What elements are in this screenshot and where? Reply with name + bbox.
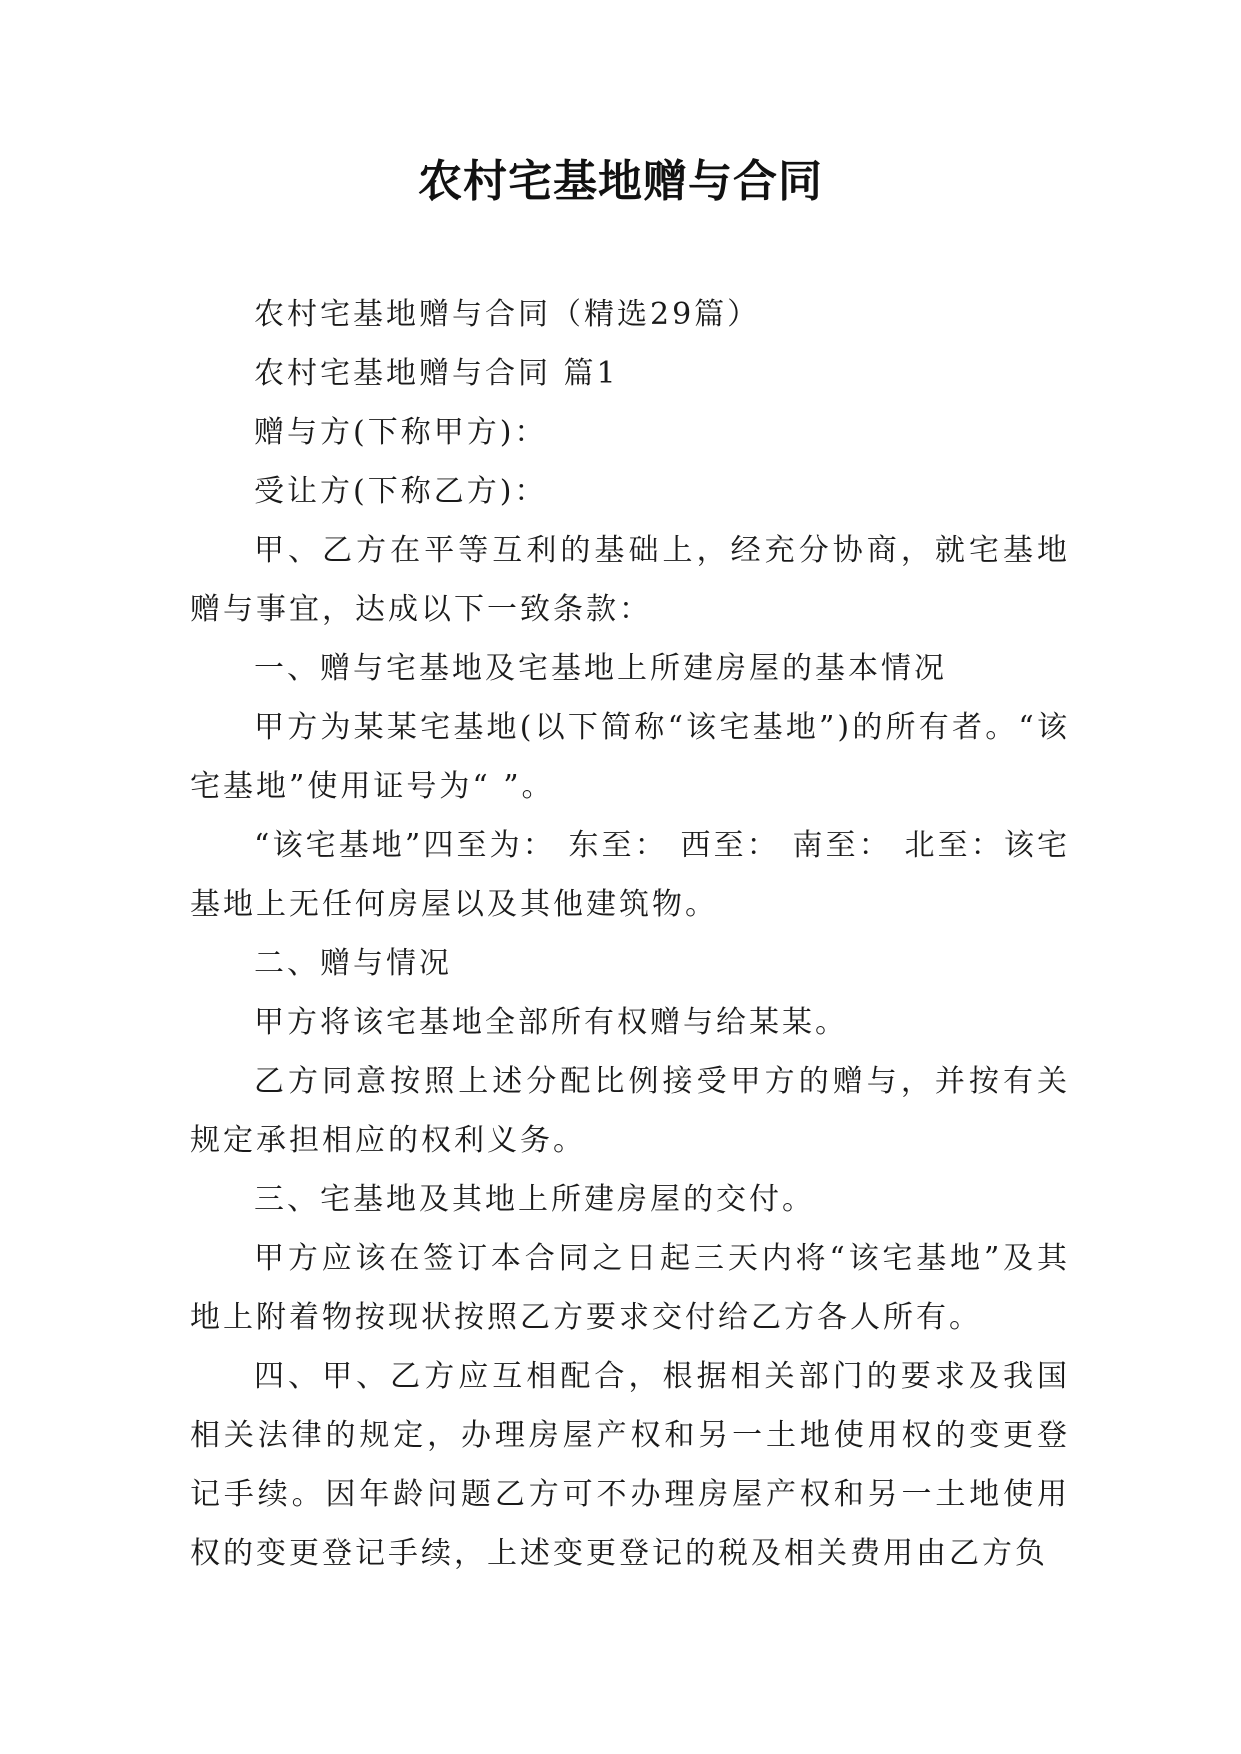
document-body [190,285,1070,1583]
paragraph-clause-2-heading: 二、赠与情况 [254,946,452,981]
paragraph-clause-2-gift: 甲方将该宅基地全部所有权赠与给某某。 [254,1005,848,1040]
paragraph-subtitle: 农村宅基地赠与合同（精选29篇） [254,297,761,332]
paragraph-recipient: 受让方(下称乙方)： [254,474,548,509]
paragraph-clause-4: 四、甲、乙方应互相配合，根据相关部门的要求及我国相关法律的规定，办理房屋产权和另一土地使用权的变更登记手续。因年龄问题乙方可不办理房屋产权和另一土地使用权的变更登记手续，上述变更登记的税及相关费用由乙方负 [190,1359,1070,1571]
paragraph-clause-1-boundaries: “该宅基地”四至为： 东至： 西至： 南至： 北至：该宅基地上无任何房屋以及其他建筑物。 [190,828,1070,922]
paragraph-section-heading: 农村宅基地赠与合同 篇1 [254,356,619,391]
paragraph-clause-2-acceptance: 乙方同意按照上述分配比例接受甲方的赠与，并按有关规定承担相应的权利义务。 [190,1064,1070,1158]
paragraph-clause-3-delivery: 甲方应该在签订本合同之日起三天内将“该宅基地”及其地上附着物按现状按照乙方要求交付给乙方各人所有。 [190,1241,1070,1335]
paragraph-clause-1-owner: 甲方为某某宅基地(以下简称“该宅基地”)的所有者。“该宅基地”使用证号为“ ”。 [190,710,1070,804]
paragraph-clause-1-heading: 一、赠与宅基地及宅基地上所建房屋的基本情况 [254,651,947,686]
document-title: 农村宅基地赠与合同 [418,156,823,207]
paragraph-clause-3-heading: 三、宅基地及其地上所建房屋的交付。 [254,1182,815,1217]
paragraph-donor: 赠与方(下称甲方)： [254,415,548,450]
paragraph-preamble: 甲、乙方在平等互利的基础上，经充分协商，就宅基地赠与事宜，达成以下一致条款： [190,533,1070,627]
